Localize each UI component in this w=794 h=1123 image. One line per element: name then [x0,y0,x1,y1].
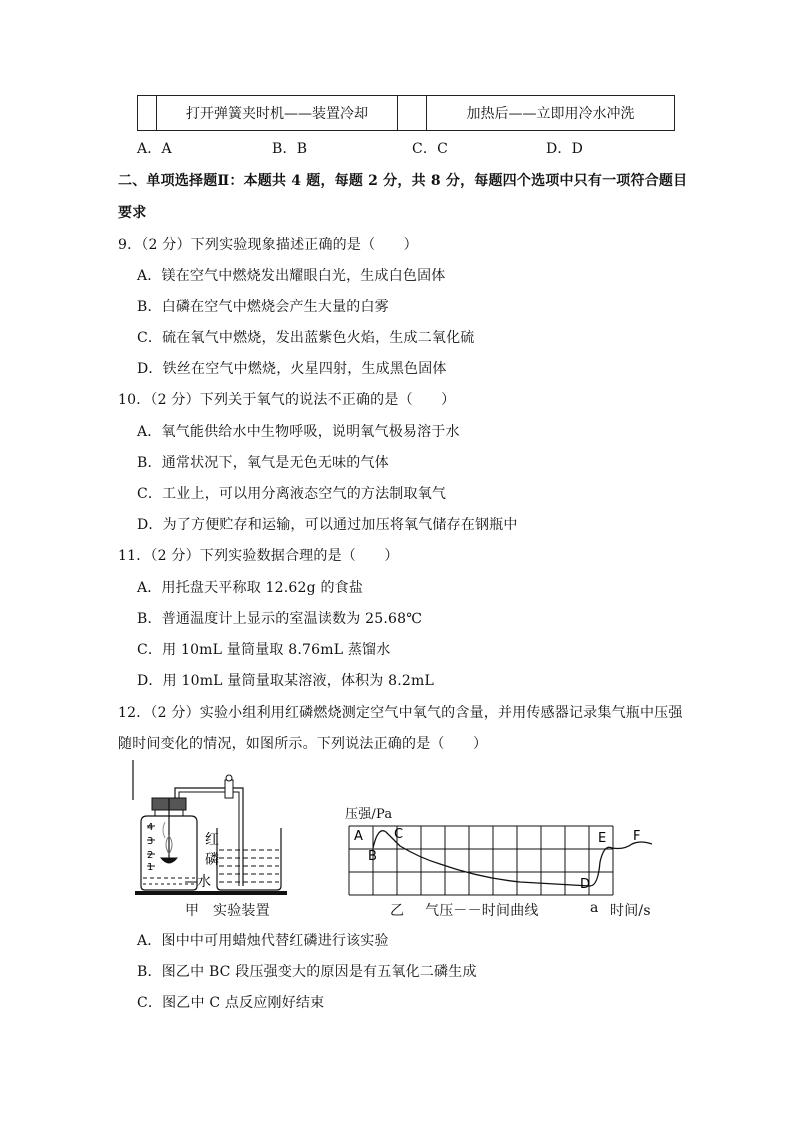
figure-a-caption-prefix: 甲 [185,903,200,919]
question-10-stem: 10．（2 分）下列关于氧气的说法不正确的是（ ） [118,392,456,408]
q8-option-d: D．D [546,141,584,157]
scale-label: 2 [147,850,154,861]
point-label-b: B [368,849,377,864]
q11-option-b: B．普通温度计上显示的室温读数为 25.68℃ [137,611,423,627]
scale-label: 3 [147,836,154,847]
answer-table [137,95,675,131]
table-cell-empty [398,96,427,131]
figure-b-caption-prefix: 乙 [390,903,405,919]
spring-clamp [225,780,233,798]
q10-option-a: A．氧气能供给水中生物呼吸，说明氧气极易溶于水 [137,424,460,440]
x-tick-a: a [590,900,599,916]
base-plate [135,891,287,895]
q12-option-a: A．图中中可用蜡烛代替红磷进行该实验 [137,933,389,949]
point-label-e: E [598,831,607,846]
point-label-a: A [354,829,363,844]
beaker [217,828,281,890]
label-water: 水 [197,874,211,890]
q9-option-d: D．铁丝在空气中燃烧，火星四射，生成黑色固体 [137,361,447,377]
x-axis-label: 时间/s [610,903,651,919]
question-11-stem: 11．（2 分）下列实验数据合理的是（ ） [118,548,399,564]
q9-option-c: C．硫在氧气中燃烧，发出蓝紫色火焰，生成二氧化硫 [137,330,475,346]
figure-b-caption: 气压－－时间曲线 [425,903,539,919]
q8-option-a: A．A [137,141,172,157]
scale-label: 1 [147,862,154,873]
q10-option-b: B．通常状况下，氧气是无色无味的气体 [137,455,389,471]
section-heading: 二、单项选择题Ⅱ：本题共 4 题，每题 2 分，共 8 分，每题四个选项中只有一项符合题目 [118,173,688,189]
q10-option-c: C．工业上，可以用分离液态空气的方法制取氧气 [137,486,447,502]
point-label-f: F [633,829,641,844]
question-9-stem: 9．（2 分）下列实验现象描述正确的是（ ） [118,237,418,253]
q8-option-c: C．C [412,141,449,157]
label-phosphorus-2: 磷 [205,852,219,868]
scale-label: 4 [147,822,154,833]
q11-option-c: C．用 10mL 量筒量取 8.76mL 蒸馏水 [137,642,391,658]
q12-option-c: C．图乙中 C 点反应刚好结束 [137,995,325,1011]
label-phosphorus-1: 红 [205,832,219,848]
section-heading-cont: 要求 [118,205,147,221]
q11-option-a: A．用托盘天平称取 12.62g 的食盐 [137,580,364,596]
pressure-curve [373,831,652,886]
table-cell-empty [138,96,157,131]
figure-a-caption: 实验装置 [213,903,270,919]
q9-option-b: B．白磷在空气中燃烧会产生大量的白雾 [137,299,389,315]
apparatus-figure [125,758,300,918]
q10-option-d: D．为了方便贮存和运输，可以通过加压将氧气储存在钢瓶中 [137,517,518,533]
table-cell-right: 加热后——立即用冷水冲洗 [427,96,675,131]
point-label-d: D [580,877,591,892]
question-12-stem-cont: 随时间变化的情况，如图所示。下列说法正确的是（ ） [118,736,488,752]
table-cell-left: 打开弹簧夹时机——装置冷却 [157,96,398,131]
y-axis-label: 压强/Pa [345,807,393,822]
q9-option-a: A．镁在空气中燃烧发出耀眼白光，生成白色固体 [137,268,446,284]
question-12-stem: 12．（2 分）实验小组利用红磷燃烧测定空气中氧气的含量，并用传感器记录集气瓶中压强 [118,705,683,721]
clamp-knob [226,775,232,781]
q8-option-b: B．B [272,141,308,157]
q12-option-b: B．图乙中 BC 段压强变大的原因是有五氧化二磷生成 [137,964,477,980]
point-label-c: C [394,827,404,842]
q11-option-d: D．用 10mL 量筒量取某溶液，体积为 8.2mL [137,673,434,689]
